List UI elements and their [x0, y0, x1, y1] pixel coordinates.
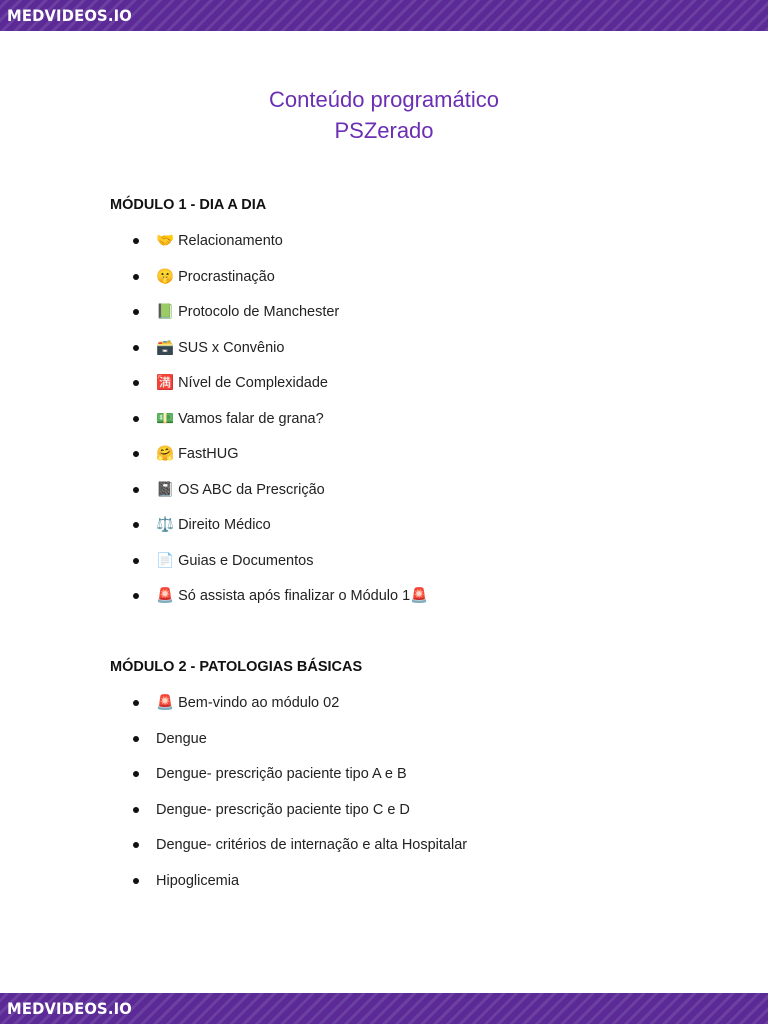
list-item [110, 444, 730, 480]
module-1-heading: MÓDULO 1 - DIA A DIA [110, 197, 267, 213]
medvideos-logo-footer: MEDVIDEOS.IO [7, 999, 132, 1018]
module-2-heading: MÓDULO 2 - PATOLOGIAS BÁSICAS [110, 659, 363, 675]
item-label: Dengue- prescrição paciente tipo C e D [156, 801, 410, 818]
handshake-icon: 🤝 [156, 233, 175, 249]
item-label: Dengue- critérios de internação e alta Hospitalar [156, 837, 468, 853]
item-label: FastHUG [178, 446, 239, 462]
title-line-1: Conteúdo programático [269, 87, 499, 112]
green-book-icon: 📗 [156, 304, 175, 320]
item-label: Direito Médico [178, 517, 271, 533]
bullet [133, 842, 139, 848]
list-item [110, 338, 730, 374]
bullet [133, 558, 139, 564]
list-item [110, 835, 730, 871]
bullet [133, 345, 139, 351]
bullet [133, 736, 139, 742]
list-item [110, 800, 730, 836]
police-light-icon: 🚨 [156, 695, 175, 711]
bullet [133, 380, 139, 386]
item-label: Bem-vindo ao módulo 02 [178, 695, 340, 711]
bullet [133, 416, 139, 422]
bullet [133, 700, 139, 706]
item-label: Procrastinação [178, 268, 275, 285]
item-label: Dengue [156, 730, 207, 747]
item-label: Dengue- prescrição paciente tipo A e B [156, 766, 407, 782]
list-item [110, 729, 730, 765]
bullet [133, 274, 139, 280]
list-item [110, 409, 730, 445]
bullet [133, 487, 139, 493]
header-band [0, 0, 768, 31]
list-item [110, 871, 730, 907]
item-label: Hipoglicemia [156, 872, 240, 889]
bullet [133, 309, 139, 315]
title-line-2: PSZerado [334, 118, 434, 143]
bullet [133, 807, 139, 813]
bullet [133, 593, 139, 599]
medvideos-logo: MEDVIDEOS.IO [7, 6, 132, 25]
item-label: Nível de Complexidade [178, 375, 328, 391]
bullet [133, 771, 139, 777]
full-sign-icon: 🈵 [156, 375, 175, 391]
item-label: Guias e Documentos [178, 552, 314, 569]
list-item [110, 551, 730, 587]
balance-scale-icon: ⚖️ [156, 517, 175, 533]
hugging-face-icon: 🤗 [156, 446, 175, 462]
card-file-box-icon: 🗃️ [156, 339, 175, 356]
module-2-list [110, 693, 730, 906]
list-item [110, 515, 730, 551]
list-item [110, 764, 730, 800]
dollar-banknote-icon: 💵 [156, 410, 175, 427]
shushing-face-icon: 🤫 [156, 268, 175, 285]
list-item [110, 302, 730, 338]
list-item [110, 267, 730, 303]
document-title [0, 84, 768, 146]
list-item [110, 480, 730, 516]
module-1 [110, 195, 730, 622]
list-item [110, 373, 730, 409]
item-label: Só assista após finalizar o Módulo 1🚨 [178, 588, 429, 604]
bullet [133, 522, 139, 528]
module-1-list [110, 231, 730, 622]
item-label: Vamos falar de grana? [178, 410, 324, 427]
list-item [110, 693, 730, 729]
notebook-icon: 📓 [156, 481, 175, 498]
item-label: Protocolo de Manchester [178, 304, 340, 320]
bullet [133, 878, 139, 884]
page-icon: 📄 [156, 552, 175, 569]
list-item [110, 586, 730, 622]
bullet [133, 451, 139, 457]
module-2 [110, 657, 730, 906]
item-label: OS ABC da Prescrição [178, 481, 325, 498]
bullet [133, 238, 139, 244]
police-light-icon: 🚨 [156, 588, 175, 604]
item-label: Relacionamento [178, 233, 283, 249]
item-label: SUS x Convênio [178, 339, 285, 356]
list-item [110, 231, 730, 267]
footer-band [0, 993, 768, 1024]
